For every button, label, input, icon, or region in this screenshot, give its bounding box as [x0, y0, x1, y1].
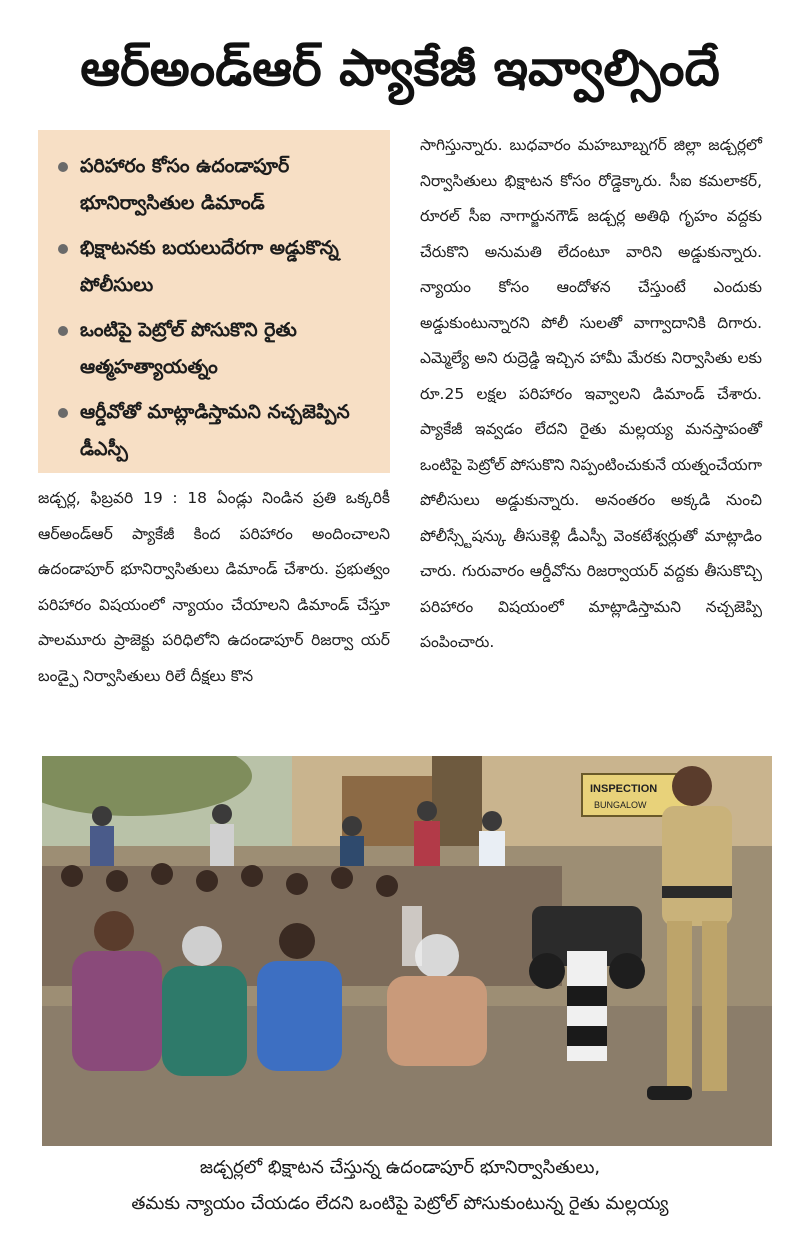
- highlight-item: [56, 148, 380, 222]
- sign-text-2: BUNGALOW: [594, 800, 647, 810]
- bullet-icon: [58, 244, 68, 254]
- bullet-icon: [58, 162, 68, 172]
- sign-text-1: INSPECTION: [590, 783, 658, 795]
- caption-line-1: జడ్చర్లలో భిక్షాటన చేస్తున్న ఉదండాపూర్ భూనిర్వాసితులు,: [199, 1157, 601, 1178]
- protest-scene-illustration: [42, 756, 772, 1146]
- bullet-icon: [58, 408, 68, 418]
- highlight-text: పరిహారం కోసం ఉదండాపూర్ భూనిర్వాసితుల డిమాండ్: [80, 155, 290, 214]
- highlight-text: ఒంటిపై పెట్రోల్ పోసుకొని రైతు ఆత్మహత్యాయత్నం: [80, 319, 297, 378]
- highlight-text: ఆర్డీవోతో మాట్లాడిస్తామని నచ్చజెప్పిన డీఎస్పీ: [80, 401, 350, 460]
- bullet-icon: [58, 326, 68, 336]
- article-body-left: జడ్చర్ల, ఫిబ్రవరి 19 : 18 ఏండ్లు నిండిన ప్రతి ఒక్కరికీ ఆర్అండ్ఆర్ ప్యాకేజీ కింద పరిహారం అందించాలని ఉదండాపూర్ భూనిర్వాసితులు డిమాండ్ చేశారు. ప్రభుత్వం పరిహారం విషయంలో న్యాయం చేయాలని డిమాండ్ చేస్తూ పాలమూరు ప్రాజెక్టు పరిధిలోని ఉదండాపూర్ రిజర్వా యర్ బండ్పై నిర్వాసితులు రిలే దీక్షలు కొన: [38, 489, 390, 685]
- news-photo: [42, 756, 772, 1146]
- highlight-item: [56, 312, 380, 386]
- caption-line-2: తమకు న్యాయం చేయడం లేదని ఒంటిపై పెట్రోల్ పోసుకుంటున్న రైతు మల్లయ్య: [131, 1193, 669, 1214]
- headline: ఆర్అండ్ఆర్ ప్యాకేజీ ఇవ్వాల్సిందే: [80, 39, 720, 97]
- highlights-box: [38, 130, 390, 473]
- highlight-item: [56, 230, 380, 304]
- photo-caption: [0, 1150, 800, 1222]
- highlight-text: భిక్షాటనకు బయలుదేరగా అడ్డుకొన్న పోలీసులు: [80, 237, 339, 296]
- highlight-item: [56, 394, 380, 468]
- article-body-right: సాగిస్తున్నారు. బుధవారం మహబూబ్నగర్ జిల్లా జడ్చర్లలో నిర్వాసితులు భిక్షాటన కోసం రోడ్డెక్కారు. సీఐ కమలాకర్, రూరల్ సీఐ నాగార్జునగౌడ్ జడ్చర్ల అతిథి గృహం వద్దకు చేరుకొని అనుమతి లేదంటూ వారిని అడ్డుకున్నారు. న్యాయం కోసం ఆందోళన చేస్తుంటే ఎందుకు అడ్డుకుంటున్నారని పోలీ సులతో వాగ్వాదానికి దిగారు. ఎమ్మెల్యే అని రుద్రెడ్డి ఇచ్చిన హామీ మేరకు నిర్వాసితు లకు రూ.25 లక్షల పరిహారం ఇవ్వాలని డిమాండ్ చేశారు. ప్యాకేజీ ఇవ్వడం లేదని రైతు మల్లయ్య మనస్తాపంతో ఒంటిపై పెట్రోల్ పోసుకొని నిప్పంటించుకునే యత్నంచేయగా పోలీసులు అడ్డుకున్నారు. అనంతరం అక్కడి నుంచి పోలీస్స్టేషన్కు తీసుకెళ్లి డీఎస్పీ వెంకటేశ్వర్లుతో మాట్లాడిం చారు. గురువారం ఆర్డీవోను రిజర్వాయర్ వద్దకు తీసుకొచ్చి పరిహారం విషయంలో మాట్లాడిస్తామని నచ్చజెప్పి పంపించారు.: [420, 136, 762, 651]
